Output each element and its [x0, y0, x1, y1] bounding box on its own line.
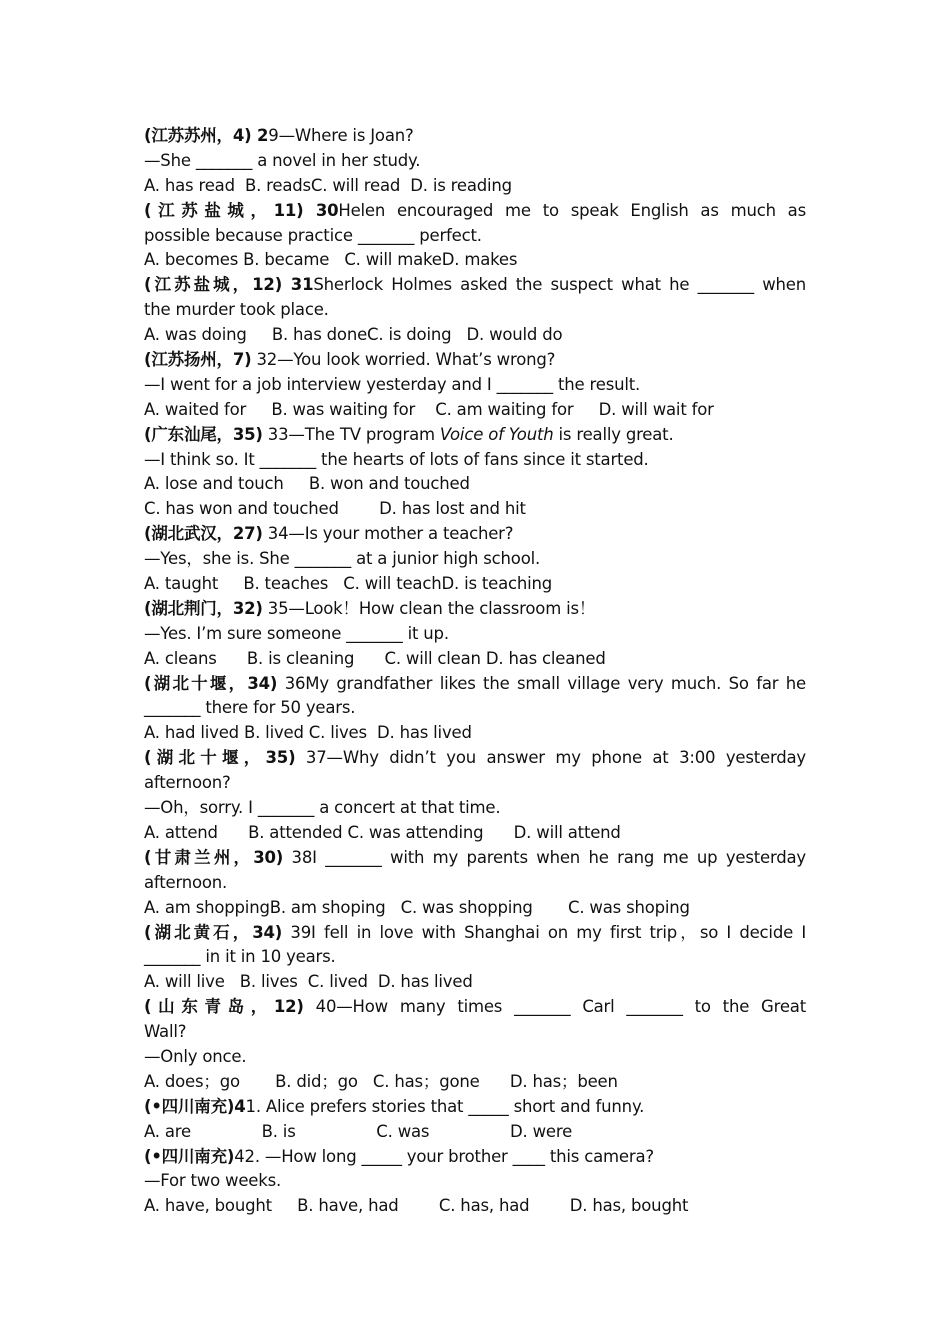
question-line	[144, 1145, 806, 1170]
line-text: A. have, bought B. have, had C. has, had D. has, bought	[144, 1196, 689, 1216]
text-line	[144, 1169, 806, 1194]
question-line	[144, 746, 806, 771]
question-source-tag: (甘肃兰州，30)	[144, 847, 284, 867]
line-text: A. becomes B. became C. will makeD. makes	[144, 250, 518, 270]
text-line	[144, 871, 806, 896]
line-text: —I went for a job interview yesterday and I _______ the result.	[144, 374, 641, 394]
text-line	[144, 149, 806, 174]
line-text: A. waited for B. was waiting for C. am waiting for D. will wait for	[144, 399, 714, 419]
line-text: 32—You look worried. What’s wrong?	[251, 350, 556, 370]
line-text: possible because practice _______ perfect.	[144, 225, 482, 245]
line-text: A. am shoppingB. am shoping C. was shopping C. was shoping	[144, 897, 690, 917]
line-text: —She _______ a novel in her study.	[144, 150, 421, 170]
question-source-tag: (江苏盐城，11) 30	[144, 200, 339, 220]
line-text: —Oh，sorry. I _______ a concert at that time.	[144, 798, 501, 818]
text-line	[144, 622, 806, 647]
text-line	[144, 1120, 806, 1145]
line-text: —Only once.	[144, 1046, 247, 1066]
question-line	[144, 846, 806, 871]
text-line	[144, 373, 806, 398]
text-line	[144, 1194, 806, 1219]
text-line	[144, 248, 806, 273]
line-text: —I think so. It _______ the hearts of lots of fans since it started.	[144, 449, 649, 469]
program-title: Voice of Youth	[439, 424, 554, 444]
question-source-tag: (江苏苏州，4) 2	[144, 126, 269, 145]
question-line	[144, 597, 806, 622]
text-line	[144, 821, 806, 846]
text-line	[144, 398, 806, 423]
text-line	[144, 448, 806, 473]
text-line	[144, 1045, 806, 1070]
question-source-tag: (湖北十堰，34)	[144, 673, 278, 693]
text-line	[144, 945, 806, 970]
text-line	[144, 696, 806, 721]
question-line	[144, 423, 806, 448]
question-line	[144, 522, 806, 547]
line-text: A. attend B. attended C. was attending D. will attend	[144, 822, 621, 842]
question-source-tag: (•四川南充)4	[144, 1096, 246, 1116]
line-text: Sherlock Holmes asked the suspect what he _______ when	[313, 275, 806, 295]
question-source-tag: (江苏扬州，7)	[144, 350, 252, 370]
question-source-tag: (山东青岛，12)	[144, 997, 304, 1017]
text-line	[144, 721, 806, 746]
line-text: C. has won and touched D. has lost and hit	[144, 499, 526, 519]
line-text: 37—Why didn’t you answer my phone at 3:00 yesterday	[295, 748, 806, 768]
question-source-tag: (湖北十堰，35)	[144, 748, 296, 768]
line-text: A. are B. is C. was D. were	[144, 1121, 573, 1141]
text-line	[144, 970, 806, 995]
line-text: the murder took place.	[144, 300, 329, 320]
question-line	[144, 672, 806, 697]
text-line	[144, 174, 806, 199]
question-line	[144, 995, 806, 1020]
text-line	[144, 896, 806, 921]
line-text: —Yes，she is. She _______ at a junior high school.	[144, 549, 541, 569]
line-text: A. had lived B. lived C. lives D. has lived	[144, 723, 472, 743]
line-text: 40—How many times _______ Carl _______ to the Great	[303, 997, 806, 1017]
line-text: Helen encouraged me to speak English as much as	[338, 200, 806, 220]
line-text: 36My grandfather likes the small village very much. So far he	[277, 673, 807, 693]
question-line	[144, 273, 806, 298]
text-line	[144, 1070, 806, 1095]
question-line	[144, 348, 806, 373]
line-text: 34—Is your mother a teacher?	[262, 524, 514, 544]
line-text-after: is really great.	[553, 424, 674, 444]
question-line	[144, 124, 806, 149]
line-text: afternoon.	[144, 872, 228, 892]
line-text: A. does；go B. did；go C. has；gone D. has；been	[144, 1071, 618, 1091]
line-text: 1. Alice prefers stories that _____ short and funny.	[245, 1096, 645, 1116]
line-text: _______ in it in 10 years.	[144, 947, 336, 967]
exercise-text	[144, 124, 806, 1219]
line-text: —Yes. I’m sure someone _______ it up.	[144, 623, 449, 643]
question-source-tag: (湖北武汉，27)	[144, 524, 263, 544]
line-text: A. was doing B. has doneC. is doing D. would do	[144, 325, 563, 345]
question-line	[144, 1095, 806, 1120]
line-text: afternoon?	[144, 773, 231, 793]
text-line	[144, 1020, 806, 1045]
text-line	[144, 497, 806, 522]
text-line	[144, 224, 806, 249]
text-line	[144, 472, 806, 497]
line-text: _______ there for 50 years.	[144, 698, 356, 718]
line-text: —For two weeks.	[144, 1171, 282, 1191]
line-text: A. lose and touch B. won and touched	[144, 474, 470, 494]
text-line	[144, 547, 806, 572]
question-source-tag: (广东汕尾，35)	[144, 424, 263, 444]
text-line	[144, 298, 806, 323]
question-line	[144, 199, 806, 224]
line-text: A. taught B. teaches C. will teachD. is teaching	[144, 574, 553, 594]
line-text: 9—Where is Joan?	[268, 126, 414, 145]
question-source-tag: (湖北黄石，34)	[144, 922, 283, 942]
line-text: 38I _______ with my parents when he rang me up yesterday	[283, 847, 806, 867]
line-text: A. will live B. lives C. lived D. has lived	[144, 972, 473, 992]
line-text: A. has read B. readsC. will read D. is reading	[144, 175, 512, 195]
line-text: 42. —How long _____ your brother ____ this camera?	[234, 1146, 654, 1166]
line-text: Wall?	[144, 1022, 187, 1042]
line-text: 35—Look！How clean the classroom is！	[262, 598, 596, 618]
text-line	[144, 323, 806, 348]
question-source-tag: (湖北荆门，32)	[144, 598, 263, 618]
text-line	[144, 572, 806, 597]
text-line	[144, 796, 806, 821]
line-text: A. cleans B. is cleaning C. will clean D. has cleaned	[144, 648, 606, 668]
question-source-tag: (江苏盐城，12) 31	[144, 275, 314, 295]
question-source-tag: (•四川南充)	[144, 1146, 235, 1166]
question-line	[144, 921, 806, 946]
line-text: 39I fell in love with Shanghai on my first trip，so I decide I	[282, 922, 806, 942]
line-text: 33—The TV program	[262, 424, 440, 444]
text-line	[144, 647, 806, 672]
text-line	[144, 771, 806, 796]
